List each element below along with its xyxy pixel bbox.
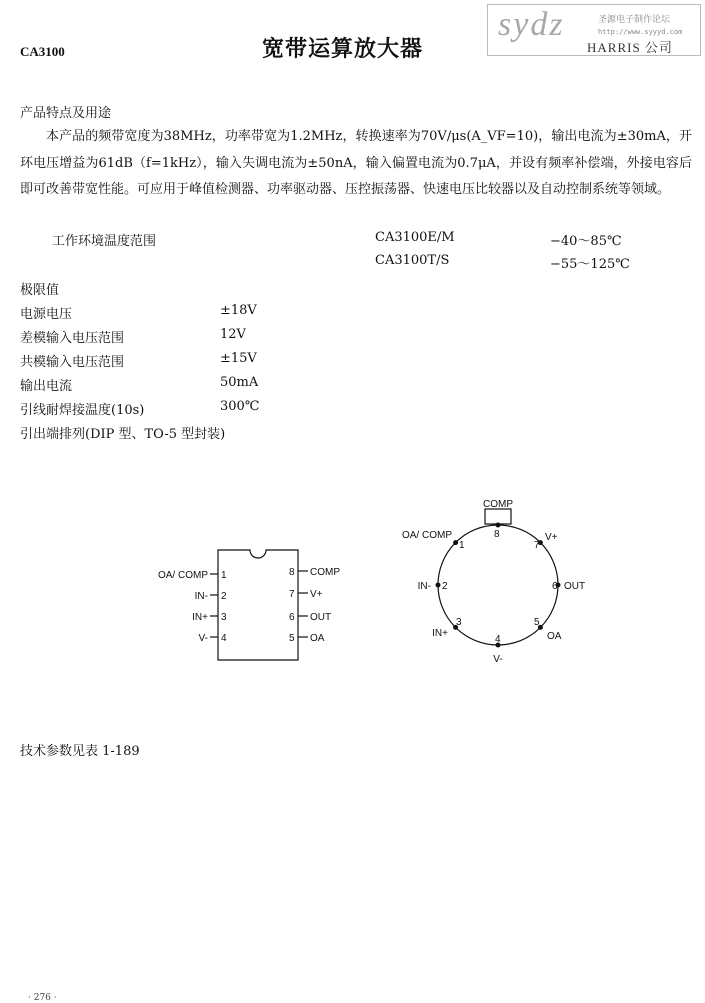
dip-package-outline (218, 550, 298, 660)
part-number: CA3100 (20, 44, 65, 59)
page-number: · 276 · (28, 993, 57, 1003)
limit-value-supply: ±18V (220, 303, 257, 318)
limit-label-cm-input: 共模输入电压范围 (20, 355, 125, 370)
pinout-heading: 引出端排列(DIP 型、TO-5 型封装) (20, 427, 226, 442)
dip-pin-4-num: 4 (221, 633, 227, 644)
to5-pin-1-num: 1 (459, 540, 465, 551)
to5-pin-3-num: 3 (456, 617, 462, 628)
limit-label-solder: 引线耐焊接温度(10s) (20, 403, 145, 418)
dip-pin-7-name: V+ (310, 589, 323, 600)
dip-pin-5-num: 5 (289, 633, 295, 644)
limit-value-solder: 300℃ (220, 399, 260, 414)
features-paragraph (20, 124, 692, 204)
features-heading: 产品特点及用途 (20, 106, 112, 121)
to5-pin-5-num: 5 (534, 617, 540, 628)
temp-model-1: CA3100E/M (375, 230, 455, 245)
to5-pin-8-name: COMP (483, 499, 513, 510)
page-title: 宽带运算放大器 (262, 36, 424, 62)
temp-range-label: 工作环境温度范围 (52, 234, 157, 249)
temp-range-2: −55～125℃ (550, 257, 630, 272)
limit-value-cm-input: ±15V (220, 351, 257, 366)
dip-pin-8-num: 8 (289, 567, 295, 578)
limit-label-diff-input: 差模输入电压范围 (20, 331, 125, 346)
dip-pin-3-num: 3 (221, 612, 227, 623)
dip-pin-6-num: 6 (289, 612, 295, 623)
to5-pin-6-num: 6 (552, 581, 558, 592)
dip-pin-1-num: 1 (221, 570, 227, 581)
temp-range-1: −40～85℃ (550, 234, 622, 249)
features-text: 本产品的频带宽度为38MHz，功率带宽为1.2MHz，转换速率为70V/μs(A_VF=10)，输出电流为±30mA，开环电压增益为61dB（f=1kHz），输入失调电流为±50nA，输入偏置电流为0.7μA，并设有频率补偿端，外接电容后即可改善带宽性能。可应用于峰值检测器、功率驱动器、压控振荡器、快速电压比较器以及自动控制系统等领域。 (20, 129, 692, 197)
to5-pin-3-name: IN+ (432, 628, 448, 639)
to5-pin-4-num: 4 (495, 634, 501, 645)
to5-pin-2-num: 2 (442, 581, 448, 592)
dip-pin-2-name: IN- (194, 591, 208, 602)
reference-note: 技术参数见表 1-189 (20, 744, 140, 759)
dip-pin-4-name: V- (198, 633, 208, 644)
to5-pin-5-name: OA (547, 631, 562, 642)
to5-pin-6-name: OUT (564, 581, 586, 592)
to5-pin-8-num: 8 (494, 529, 500, 540)
dip-pin-3-name: IN+ (192, 612, 208, 623)
dip-pin-8-name: COMP (310, 567, 340, 578)
temp-model-2: CA3100T/S (375, 253, 450, 268)
dip-pin-7-num: 7 (289, 589, 295, 600)
dip-pin-2-num: 2 (221, 591, 227, 602)
limit-label-supply: 电源电压 (20, 307, 73, 322)
watermark-url: http://www.syyyd.com (598, 28, 683, 36)
to5-pin-1-name: OA/ COMP (401, 530, 452, 541)
to5-pin-2-name: IN- (417, 581, 431, 592)
dip-pinout-diagram (140, 540, 340, 670)
limit-value-diff-input: 12V (220, 327, 246, 342)
to5-tab (485, 509, 511, 524)
limit-label-output: 输出电流 (20, 379, 73, 394)
watermark-logo: sydz (498, 6, 565, 43)
limit-value-output: 50mA (220, 375, 259, 390)
limits-heading: 极限值 (20, 283, 60, 298)
to5-pinout-diagram (390, 490, 620, 670)
dip-pin-5-name: OA (310, 633, 325, 644)
manufacturer: HARRIS 公司 (587, 40, 673, 55)
dip-pin-6-name: OUT (310, 612, 332, 623)
to5-pin-7-num: 7 (534, 540, 540, 551)
dip-pin-1-name: OA/ COMP (157, 570, 208, 581)
to5-pin-7-name: V+ (545, 532, 558, 543)
to5-pin-4-name: V- (493, 654, 503, 665)
watermark-forum-name: 圣源电子制作论坛 (598, 15, 671, 25)
